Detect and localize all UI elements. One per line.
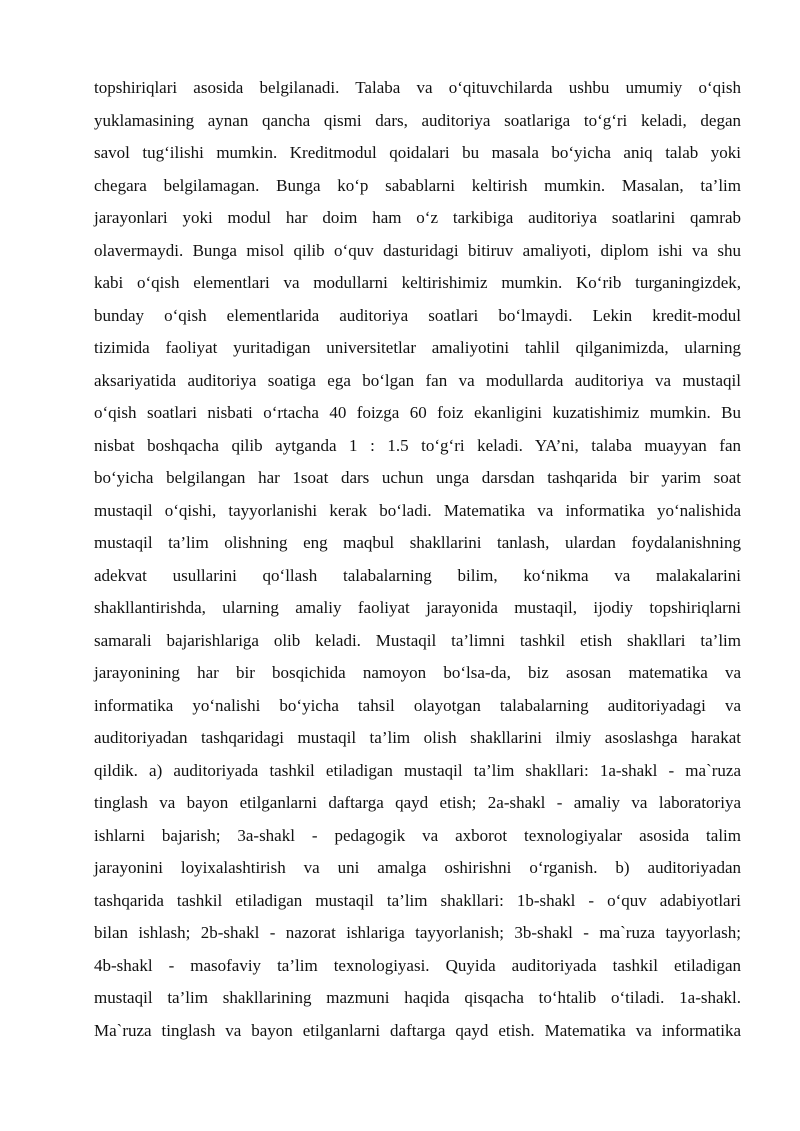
text-line: tinglash va bayon etilganlarni daftarga qayd etish; 2a-shakl - amaliy va laboratoriya bbox=[94, 793, 741, 812]
text-line: mustaqil ta’lim shakllarining mazmuni haqida qisqacha to‘htalib o‘tiladi. 1a-shakl. bbox=[94, 988, 741, 1007]
text-line: olavermaydi. Bunga misol qilib o‘quv dasturidagi bitiruv amaliyoti, diplom ishi va shu bbox=[94, 240, 741, 260]
text-line: qildik. a) auditoriyada tashkil etiladigan mustaqil ta’lim shakllari: 1a-shakl - ma`ruza bbox=[94, 760, 741, 780]
text-line: yuklamasining aynan qancha qismi dars, auditoriya soatlariga to‘g‘ri keladi, degan bbox=[94, 110, 741, 130]
text-line: jarayonlari yoki modul har doim ham o‘z tarkibiga auditoriya soatlarini qamrab bbox=[94, 208, 741, 227]
text-line: bunday o‘qish elementlarida auditoriya soatlari bo‘lmaydi. Lekin kredit-modul bbox=[94, 305, 741, 325]
text-line: informatika yo‘nalishi bo‘yicha tahsil olayotgan talabalarning auditoriyadagi va bbox=[94, 695, 741, 715]
text-line: adekvat usullarini qo‘llash talabalarning bilim, ko‘nikma va malakalarini bbox=[94, 565, 741, 585]
text-line: auditoriyadan tashqaridagi mustaqil ta’lim olish shakllarini ilmiy asoslashga harakat bbox=[94, 728, 741, 747]
text-line: samarali bajarishlariga olib keladi. Mustaqil ta’limni tashkil etish shakllari ta’lim bbox=[94, 630, 741, 650]
text-line: mustaqil ta’lim olishning eng maqbul shakllarini tanlash, ulardan foydalanishning bbox=[94, 533, 741, 552]
text-line: shakllantirishda, ularning amaliy faoliyat jarayonida mustaqil, ijodiy topshiriqlarni bbox=[94, 598, 741, 617]
text-line: kabi o‘qish elementlari va modullarni keltirishimiz mumkin. Ko‘rib turganingizdek, bbox=[94, 273, 741, 292]
text-line: nisbat boshqacha qilib aytganda 1 : 1.5 to‘g‘ri keladi. YA’ni, talaba muayyan fan bbox=[94, 435, 741, 455]
text-line: Ma`ruza tinglash va bayon etilganlarni daftarga qayd etish. Matematika va informatika bbox=[94, 1020, 741, 1040]
text-line: tashqarida tashkil etiladigan mustaqil ta’lim shakllari: 1b-shakl - o‘quv adabiyotlari bbox=[94, 890, 741, 910]
text-line: jarayonining har bir bosqichida namoyon bo‘lsa-da, biz asosan matematika va bbox=[94, 663, 741, 682]
document-body bbox=[94, 72, 741, 1047]
text-line: jarayonini loyixalashtirish va uni amalga oshirishni o‘rganish. b) auditoriyadan bbox=[94, 858, 741, 877]
text-line: o‘qish soatlari nisbati o‘rtacha 40 foizga 60 foiz ekanligini kuzatishimiz mumkin. Bu bbox=[94, 403, 741, 422]
text-line: mustaqil o‘qishi, tayyorlanishi kerak bo‘ladi. Matematika va informatika yo‘nalishida bbox=[94, 500, 741, 520]
text-line: topshiriqlari asosida belgilanadi. Talaba va o‘qituvchilarda ushbu umumiy o‘qish bbox=[94, 78, 741, 97]
text-line: tizimida faoliyat yuritadigan universitetlar amaliyotini tahlil qilganimizda, ularning bbox=[94, 338, 741, 357]
text-line: savol tug‘ilishi mumkin. Kreditmodul qoidalari bu masala bo‘yicha aniq talab yoki bbox=[94, 143, 741, 162]
text-line: bilan ishlash; 2b-shakl - nazorat ishlariga tayyorlanish; 3b-shakl - ma`ruza tayyorlash; bbox=[94, 923, 741, 942]
text-line: bo‘yicha belgilangan har 1soat dars uchun unga darsdan tashqarida bir yarim soat bbox=[94, 468, 741, 487]
text-line: chegara belgilamagan. Bunga ko‘p sabablarni keltirish mumkin. Masalan, ta’lim bbox=[94, 175, 741, 195]
text-line: 4b-shakl - masofaviy ta’lim texnologiyasi. Quyida auditoriyada tashkil etiladigan bbox=[94, 955, 741, 975]
text-line: aksariyatida auditoriya soatiga ega bo‘lgan fan va modullarda auditoriya va mustaqil bbox=[94, 370, 741, 390]
text-line: ishlarni bajarish; 3a-shakl - pedagogik va axborot texnologiyalar asosida talim bbox=[94, 825, 741, 845]
